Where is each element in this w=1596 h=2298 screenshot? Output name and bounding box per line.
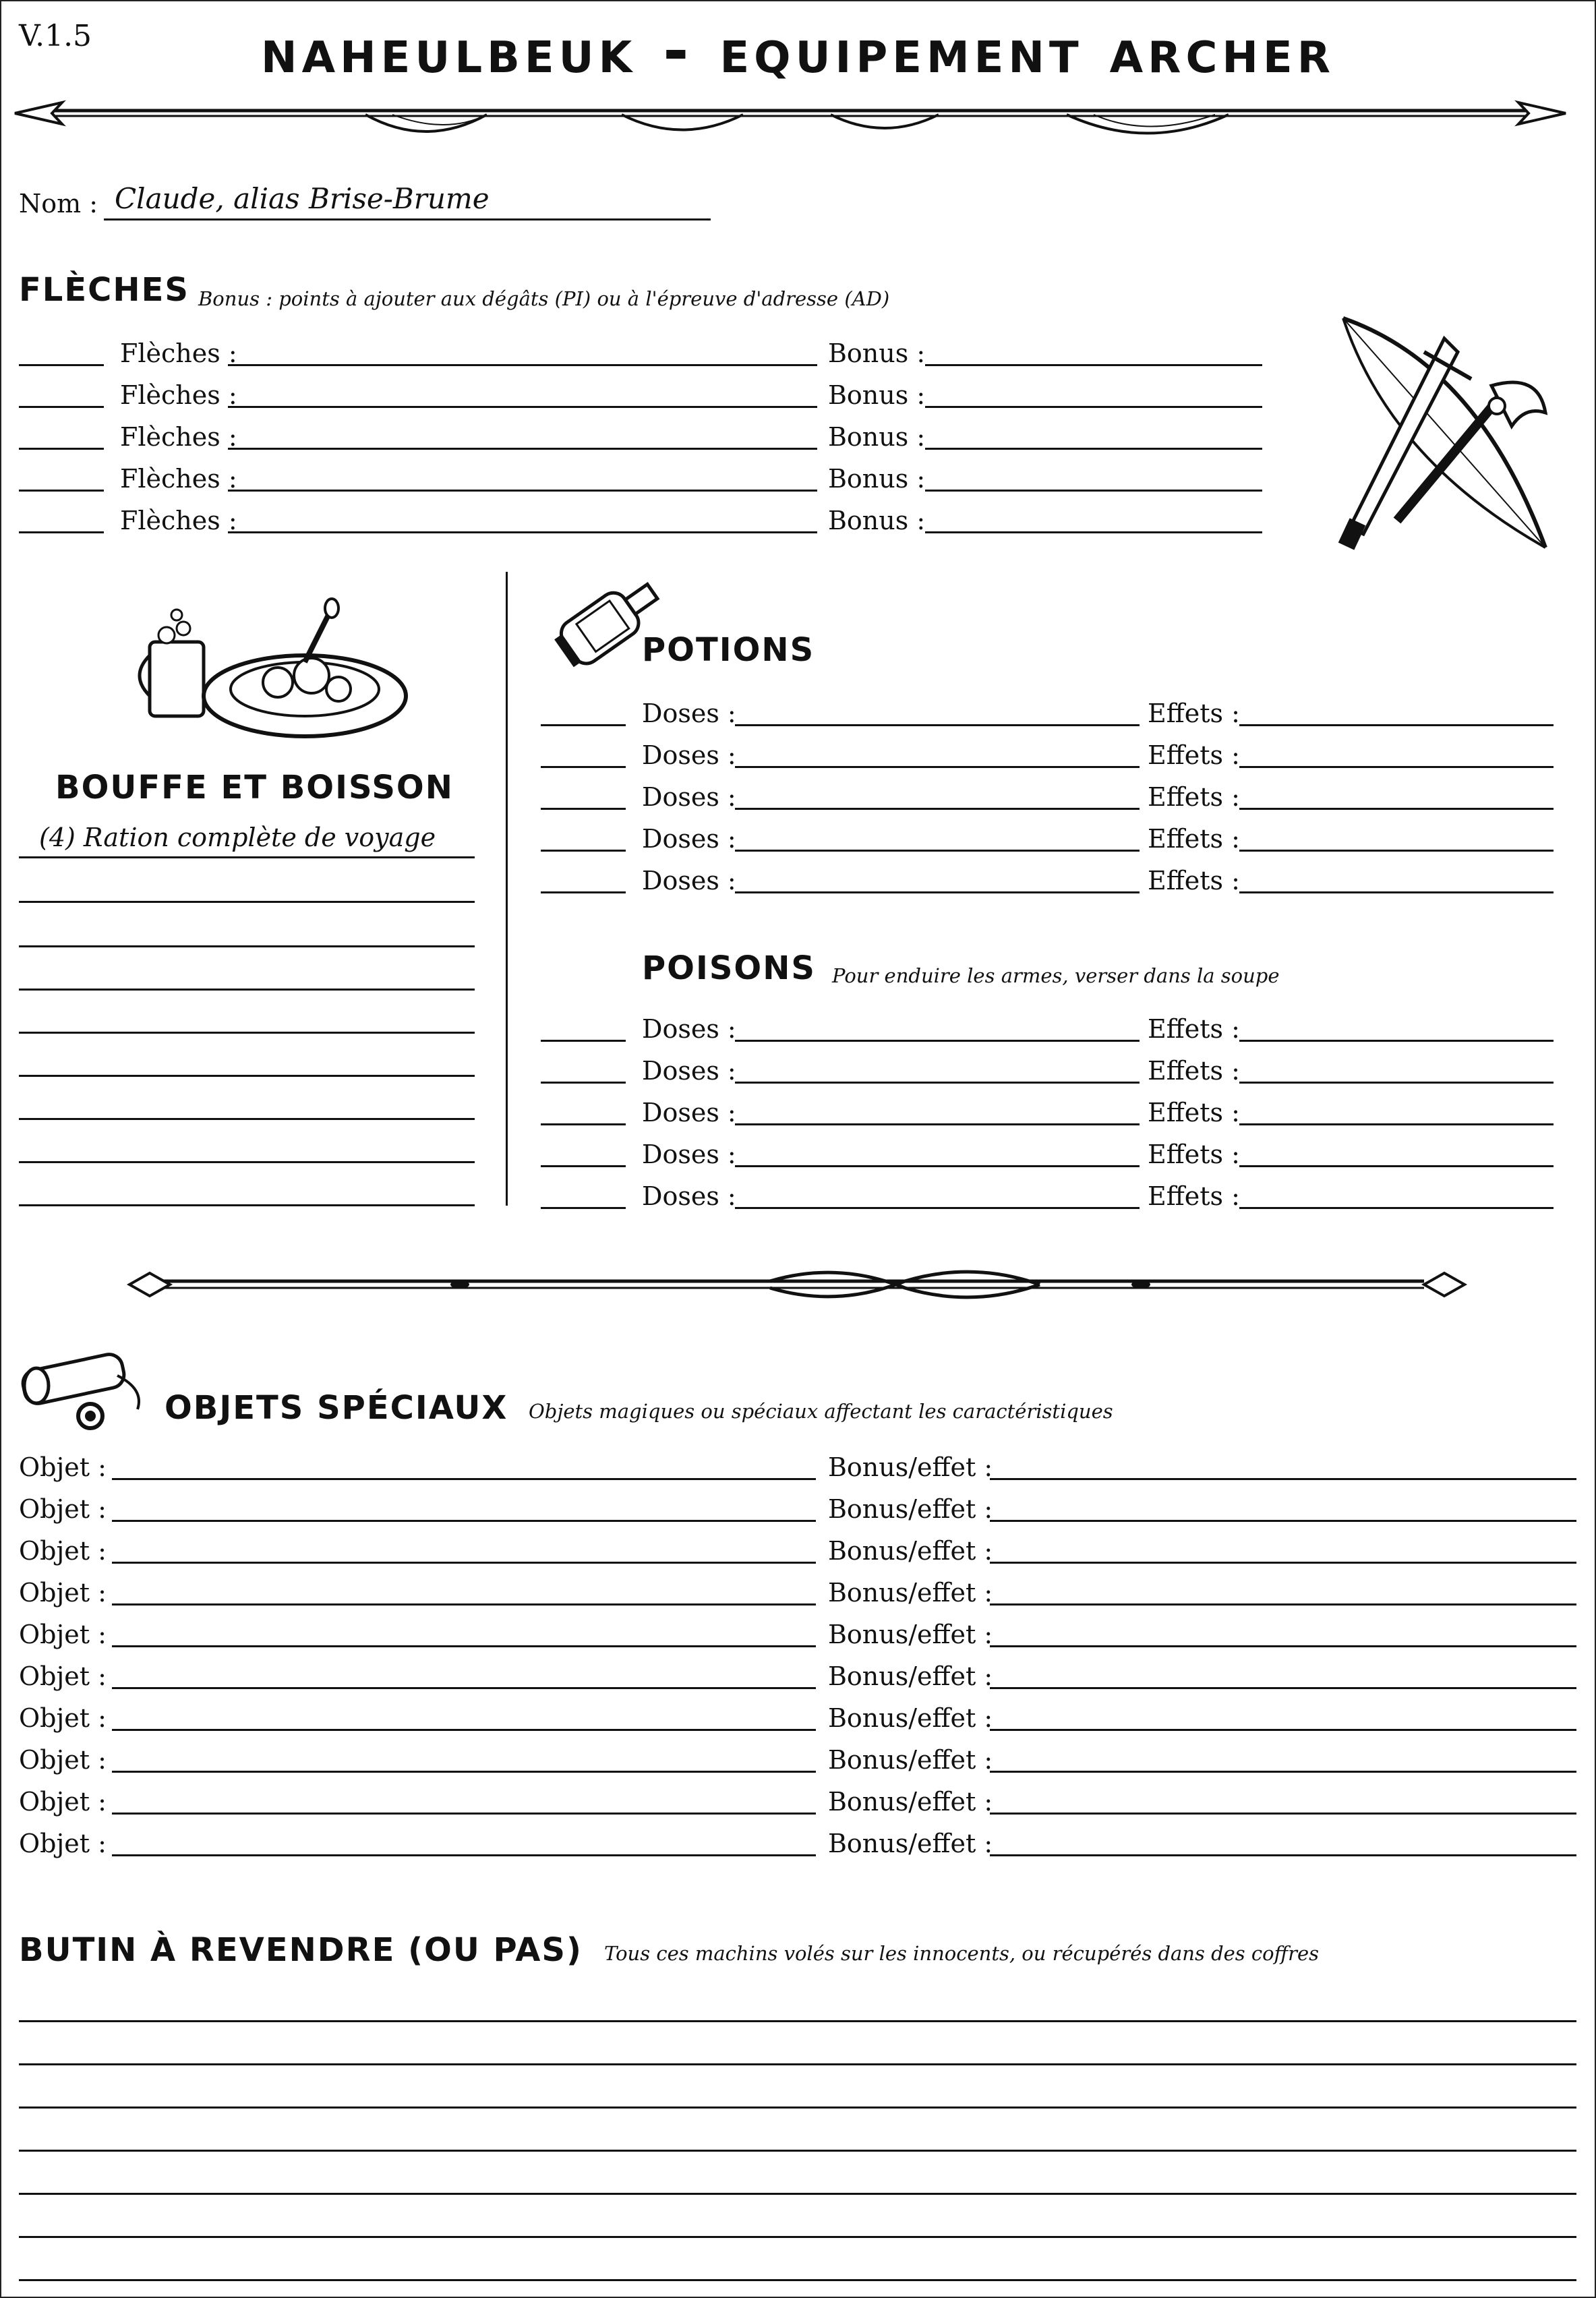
special-object-label: Objet : — [19, 1661, 107, 1691]
potion-effects-label: Effets : — [1148, 866, 1240, 895]
special-bonus-label: Bonus/effet : — [828, 1452, 993, 1482]
poison-name-field[interactable] — [735, 1040, 1140, 1042]
special-bonus-field[interactable] — [990, 1478, 1576, 1480]
special-bonus-label: Bonus/effet : — [828, 1661, 993, 1691]
special-object-field[interactable] — [112, 1520, 816, 1522]
arrow-type-field[interactable] — [228, 406, 817, 408]
food-line[interactable] — [19, 856, 475, 858]
potion-qty-field[interactable] — [541, 766, 626, 768]
special-bonus-label: Bonus/effet : — [828, 1494, 993, 1524]
arrow-type-field[interactable] — [228, 364, 817, 366]
potion-doses-label: Doses : — [642, 740, 736, 770]
special-object-label: Objet : — [19, 1536, 107, 1566]
special-bonus-label: Bonus/effet : — [828, 1620, 993, 1649]
arrow-qty-field[interactable] — [19, 448, 104, 450]
potion-doses-label: Doses : — [642, 699, 736, 728]
loot-line[interactable] — [19, 2020, 1576, 2022]
special-bonus-field[interactable] — [990, 1771, 1576, 1773]
potion-qty-field[interactable] — [541, 724, 626, 726]
potion-effects-field[interactable] — [1239, 891, 1554, 893]
poison-name-field[interactable] — [735, 1123, 1140, 1125]
food-entry-1[interactable]: (4) Ration complète de voyage — [39, 823, 436, 852]
arrows-section-subtitle: Bonus : points à ajouter aux dégâts (PI) ou à l'épreuve d'adresse (AD) — [198, 287, 890, 310]
special-bonus-field[interactable] — [990, 1687, 1576, 1689]
loot-line[interactable] — [19, 2150, 1576, 2152]
name-value[interactable]: Claude, alias Brise-Brume — [115, 182, 490, 215]
arrow-label: Flèches : — [120, 464, 237, 494]
potion-qty-field[interactable] — [541, 850, 626, 852]
special-bonus-field[interactable] — [990, 1729, 1576, 1731]
poison-effects-label: Effets : — [1148, 1181, 1240, 1211]
poison-effects-field[interactable] — [1239, 1040, 1554, 1042]
poison-qty-field[interactable] — [541, 1165, 626, 1167]
arrow-bonus-field[interactable] — [925, 490, 1262, 492]
arrow-bonus-field[interactable] — [925, 406, 1262, 408]
arrow-bonus-field[interactable] — [925, 364, 1262, 366]
page-title: naheulbeuk - equipement archer — [261, 15, 1335, 87]
special-object-label: Objet : — [19, 1787, 107, 1817]
poison-doses-label: Doses : — [642, 1181, 736, 1211]
special-bonus-label: Bonus/effet : — [828, 1829, 993, 1858]
arrow-qty-field[interactable] — [19, 531, 104, 533]
arrow-qty-field[interactable] — [19, 406, 104, 408]
arrow-bonus-label: Bonus : — [828, 380, 926, 410]
arrow-bonus-label: Bonus : — [828, 506, 926, 535]
loot-line[interactable] — [19, 2236, 1576, 2238]
potion-effects-field[interactable] — [1239, 850, 1554, 852]
potion-name-field[interactable] — [735, 808, 1140, 810]
arrow-bonus-label: Bonus : — [828, 422, 926, 452]
potion-effects-field[interactable] — [1239, 766, 1554, 768]
potion-doses-label: Doses : — [642, 824, 736, 854]
arrow-bonus-field[interactable] — [925, 448, 1262, 450]
arrow-label: Flèches : — [120, 380, 237, 410]
poison-doses-label: Doses : — [642, 1098, 736, 1127]
special-object-label: Objet : — [19, 1703, 107, 1733]
poisons-section-subtitle: Pour enduire les armes, verser dans la soupe — [832, 964, 1280, 987]
food-line[interactable] — [19, 989, 475, 991]
food-line[interactable] — [19, 945, 475, 947]
special-object-field[interactable] — [112, 1813, 816, 1815]
loot-section-subtitle: Tous ces machins volés sur les innocents, ou récupérés dans des coffres — [604, 1942, 1320, 1965]
special-object-label: Objet : — [19, 1494, 107, 1524]
poison-effects-field[interactable] — [1239, 1165, 1554, 1167]
special-bonus-field[interactable] — [990, 1645, 1576, 1647]
poison-doses-label: Doses : — [642, 1056, 736, 1086]
special-object-field[interactable] — [112, 1603, 816, 1605]
name-label: Nom : — [19, 189, 98, 218]
potion-effects-label: Effets : — [1148, 740, 1240, 770]
food-line[interactable] — [19, 1032, 475, 1034]
special-object-label: Objet : — [19, 1578, 107, 1608]
potion-name-field[interactable] — [735, 766, 1140, 768]
food-line[interactable] — [19, 1075, 475, 1077]
food-line[interactable] — [19, 1204, 475, 1206]
poison-effects-field[interactable] — [1239, 1207, 1554, 1209]
poison-qty-field[interactable] — [541, 1123, 626, 1125]
arrow-type-field[interactable] — [228, 448, 817, 450]
arrow-label: Flèches : — [120, 422, 237, 452]
special-bonus-field[interactable] — [990, 1603, 1576, 1605]
loot-line[interactable] — [19, 2279, 1576, 2281]
potion-effects-field[interactable] — [1239, 724, 1554, 726]
poison-effects-label: Effets : — [1148, 1056, 1240, 1086]
potion-effects-label: Effets : — [1148, 824, 1240, 854]
arrow-label: Flèches : — [120, 338, 237, 368]
special-bonus-label: Bonus/effet : — [828, 1787, 993, 1817]
special-object-field[interactable] — [112, 1562, 816, 1564]
spear-divider-icon — [15, 88, 1566, 148]
special-object-field[interactable] — [112, 1854, 816, 1856]
potion-doses-label: Doses : — [642, 866, 736, 895]
special-bonus-label: Bonus/effet : — [828, 1578, 993, 1608]
potion-qty-field[interactable] — [541, 891, 626, 893]
food-section-title: BOUFFE ET BOISSON — [55, 769, 454, 806]
poison-effects-field[interactable] — [1239, 1082, 1554, 1084]
poison-doses-label: Doses : — [642, 1140, 736, 1169]
poison-effects-label: Effets : — [1148, 1140, 1240, 1169]
potion-effects-field[interactable] — [1239, 808, 1554, 810]
scroll-ring-icon — [16, 1349, 158, 1436]
poison-effects-label: Effets : — [1148, 1014, 1240, 1044]
version-label: V.1.5 — [19, 19, 92, 53]
loot-line[interactable] — [19, 2063, 1576, 2065]
special-object-field[interactable] — [112, 1771, 816, 1773]
special-bonus-field[interactable] — [990, 1520, 1576, 1522]
arrow-bonus-label: Bonus : — [828, 464, 926, 494]
potion-name-field[interactable] — [735, 891, 1140, 893]
poison-effects-field[interactable] — [1239, 1123, 1554, 1125]
potions-section-title: POTIONS — [642, 631, 815, 669]
special-object-label: Objet : — [19, 1620, 107, 1649]
special-object-field[interactable] — [112, 1687, 816, 1689]
crossed-weapons-icon — [1323, 312, 1566, 554]
food-plate-icon — [136, 601, 406, 743]
name-field-line[interactable] — [104, 218, 711, 220]
special-object-label: Objet : — [19, 1829, 107, 1858]
poison-name-field[interactable] — [735, 1082, 1140, 1084]
arrow-qty-field[interactable] — [19, 490, 104, 492]
poisons-section-title: POISONS — [642, 949, 816, 987]
potion-name-field[interactable] — [735, 724, 1140, 726]
poison-qty-field[interactable] — [541, 1207, 626, 1209]
special-object-label: Objet : — [19, 1452, 107, 1482]
potion-effects-label: Effets : — [1148, 782, 1240, 812]
special-bonus-label: Bonus/effet : — [828, 1745, 993, 1775]
special-object-label: Objet : — [19, 1745, 107, 1775]
arrow-bonus-label: Bonus : — [828, 338, 926, 368]
special-object-field[interactable] — [112, 1478, 816, 1480]
arrows-section-title: FLÈCHES — [19, 271, 189, 309]
special-bonus-field[interactable] — [990, 1813, 1576, 1815]
arrow-qty-field[interactable] — [19, 364, 104, 366]
column-divider — [506, 572, 508, 1206]
food-line[interactable] — [19, 1118, 475, 1120]
potion-effects-label: Effets : — [1148, 699, 1240, 728]
special-section-title: OBJETS SPÉCIAUX — [165, 1389, 508, 1427]
arrow-label: Flèches : — [120, 506, 237, 535]
special-bonus-label: Bonus/effet : — [828, 1703, 993, 1733]
arrow-bonus-field[interactable] — [925, 531, 1262, 533]
poison-name-field[interactable] — [735, 1207, 1140, 1209]
special-bonus-field[interactable] — [990, 1562, 1576, 1564]
poison-qty-field[interactable] — [541, 1040, 626, 1042]
poison-name-field[interactable] — [735, 1165, 1140, 1167]
loot-line[interactable] — [19, 2193, 1576, 2195]
special-object-field[interactable] — [112, 1729, 816, 1731]
arrow-type-field[interactable] — [228, 531, 817, 533]
potion-qty-field[interactable] — [541, 808, 626, 810]
poison-doses-label: Doses : — [642, 1014, 736, 1044]
special-section-subtitle: Objets magiques ou spéciaux affectant les caractéristiques — [529, 1400, 1113, 1423]
potion-doses-label: Doses : — [642, 782, 736, 812]
special-object-field[interactable] — [112, 1645, 816, 1647]
arrow-type-field[interactable] — [228, 490, 817, 492]
potion-name-field[interactable] — [735, 850, 1140, 852]
loot-line[interactable] — [19, 2106, 1576, 2109]
poison-qty-field[interactable] — [541, 1082, 626, 1084]
staff-divider-icon — [129, 1261, 1465, 1308]
food-line[interactable] — [19, 901, 475, 903]
food-line[interactable] — [19, 1161, 475, 1163]
special-bonus-field[interactable] — [990, 1854, 1576, 1856]
special-bonus-label: Bonus/effet : — [828, 1536, 993, 1566]
loot-section-title: BUTIN À REVENDRE (OU PAS) — [19, 1931, 583, 1969]
poison-effects-label: Effets : — [1148, 1098, 1240, 1127]
